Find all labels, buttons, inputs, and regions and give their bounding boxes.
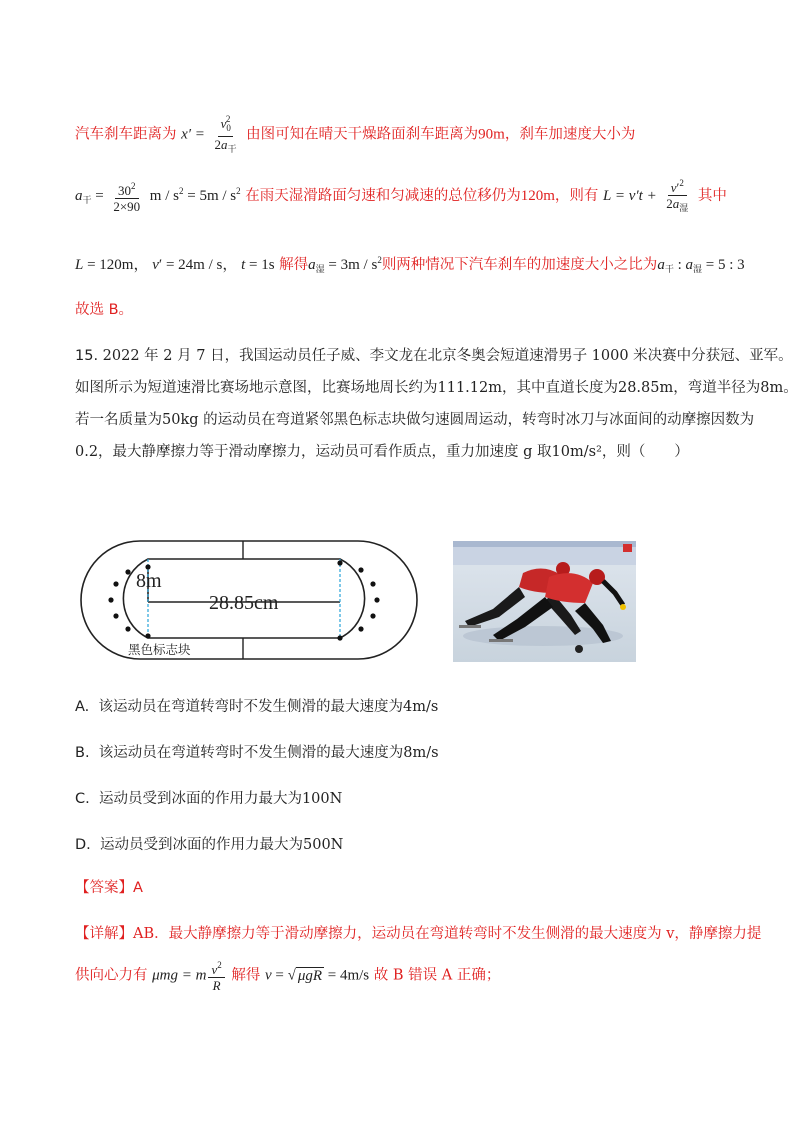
detail-text: 解得 (231, 967, 261, 984)
solution-text: 解得 (279, 257, 309, 273)
marker-block (374, 597, 379, 602)
question-line-1 (75, 346, 793, 366)
answer-label: 【答案】 (75, 880, 133, 896)
solution-line-1 (75, 112, 635, 157)
radius-label: 8m (136, 570, 162, 592)
solution-text: 则两种情况下汽车刹车的加速度大小之比为 (381, 257, 658, 273)
marker-block (358, 567, 363, 572)
formula: L = v′t + (603, 188, 657, 204)
fraction: $\frac{v^2}{R}$ (208, 958, 224, 993)
answer-value: A (133, 880, 143, 896)
question-line-2: 如图所示为短道速滑比赛场地示意图，比赛场地周长约为111.12m，其中直道长度为28.85m，弯道半径为8m。 (75, 380, 798, 396)
marker-block (108, 597, 113, 602)
fraction: $\frac{v_0^2}{2a_干}$ (214, 114, 237, 154)
solution-text: 汽车刹车距离为 (75, 126, 177, 143)
track-diagram-svg (78, 538, 420, 662)
option-c (75, 787, 342, 808)
value: 90m (478, 126, 505, 143)
option-letter: D. (75, 837, 91, 853)
length-label: 28.85cm (209, 592, 279, 614)
marker-block (125, 569, 130, 574)
solution-line-3 (75, 250, 745, 279)
skater-photo (453, 541, 636, 662)
track-diagram (78, 538, 420, 662)
formula: $m / s^2 = 5m / s^2$ (149, 186, 241, 204)
formula: v = √ μgR = 4m/s (264, 967, 370, 984)
marker-block (145, 564, 150, 569)
marker-block (113, 581, 118, 586)
option-letter: C. (75, 791, 90, 807)
answer-line (75, 878, 143, 898)
question-number: 15. (75, 348, 99, 364)
fraction: $\frac{30^2}{2\times 90}$ (113, 180, 141, 214)
option-text: 该运动员在弯道转弯时不发生侧滑的最大速度为8m/s (98, 745, 439, 761)
marker-block (113, 613, 118, 618)
question-line-3: 若一名质量为50kg 的运动员在弯道紧邻黑色标志块做匀速圆周运动，转弯时冰刀与冰面间的动摩擦因数为 (75, 412, 755, 428)
formula: $a_干$ = (75, 188, 104, 205)
flag-marker (623, 544, 632, 552)
marker-block (337, 635, 342, 640)
detail-text: 供向心力有 (75, 967, 148, 984)
marker-block (358, 626, 363, 631)
formula: x′ = (181, 126, 205, 143)
solution-line-2 (75, 176, 727, 216)
solution-text: 在雨天湿滑路面匀速和匀减速的总位移仍为 (245, 188, 521, 204)
option-a (75, 695, 438, 716)
option-text: 运动员受到冰面的作用力最大为500N (100, 837, 344, 853)
option-text: 运动员受到冰面的作用力最大为100N (98, 791, 343, 807)
detail-line-1 (75, 924, 761, 944)
option-letter: A. (75, 699, 90, 715)
solution-text: ，则有 (554, 188, 599, 204)
formula: μmg = m (152, 967, 207, 984)
solution-text: 由图可知在晴天干燥路面刹车距离为 (246, 126, 479, 143)
formula: L = 120m， v′ = 24m / s， t = 1s (75, 257, 275, 273)
option-letter: B. (75, 745, 90, 761)
formula: $a_干$ : $a_湿 = 5$ : 3 (657, 257, 745, 274)
marker-block (145, 633, 150, 638)
question-text: 2022 年 2 月 7 日，我国运动员任子威、李文龙在北京冬奥会短道速滑男子 1000 米决赛中分获冠、亚军。 (102, 348, 793, 364)
solution-text: ，刹车加速度大小为 (504, 126, 636, 143)
option-d (75, 833, 343, 854)
question-line-4: 0.2，最大静摩擦力等于滑动摩擦力，运动员可看作质点，重力加速度 g 取10m/s²，则（ ） (75, 444, 689, 460)
marker-block (125, 626, 130, 631)
block-marker-photo (575, 645, 583, 653)
detail-label: 【详解】 (75, 926, 133, 942)
marker-block (370, 613, 375, 618)
skater-photo-svg (453, 541, 636, 662)
fraction: $\frac{v'^2}{2a_湿}$ (666, 178, 689, 213)
formula: $a_湿 = 3m / s^2$ (308, 255, 382, 274)
solution-text: 其中 (697, 188, 727, 204)
value: 120m (520, 188, 555, 204)
option-text: 该运动员在弯道转弯时不发生侧滑的最大速度为4m/s (98, 699, 439, 715)
detail-text: AB．最大静摩擦力等于滑动摩擦力，运动员在弯道转弯时不发生侧滑的最大速度为 v，静摩擦力提 (133, 926, 762, 942)
detail-line-2 (75, 958, 500, 993)
detail-text: 故 B 错误 A 正确； (373, 967, 501, 984)
marker-block (337, 560, 342, 565)
marker-label: 黑色标志块 (128, 642, 191, 657)
option-b (75, 741, 439, 762)
solution-choice: 故选 B。 (75, 302, 134, 318)
marker-block (370, 581, 375, 586)
